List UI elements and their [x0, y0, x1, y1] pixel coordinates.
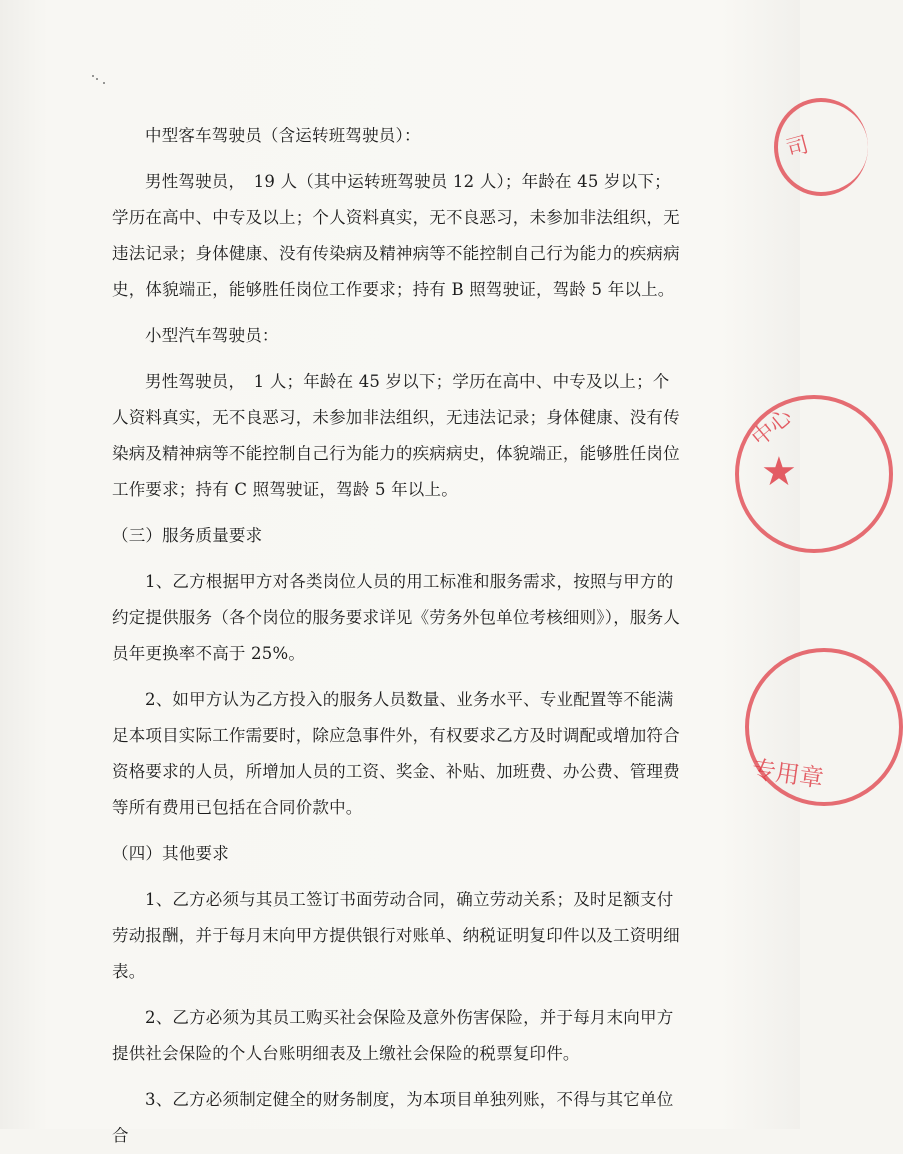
paragraph-service-quality-2: 2、如甲方认为乙方投入的服务人员数量、业务水平、专业配置等不能满足本项目实际工作需要时，除应急事件外，有权要求乙方及时调配或增加符合资格要求的人员，所增加人员的工资、奖金、补贴、加班费、办公费、管理费等所有费用已包括在合同价款中。	[112, 690, 680, 817]
scan-speck	[92, 75, 94, 77]
paragraph-service-quality-1: 1、乙方根据甲方对各类岗位人员的用工标准和服务需求，按照与甲方的约定提供服务（各个岗位的服务要求详见《劳务外包单位考核细则》），服务人员年更换率不高于 25%。	[112, 572, 680, 663]
seal-lower-text: 专用章	[750, 755, 826, 793]
paragraph-small-car-title: 小型汽车驾驶员：	[145, 326, 279, 345]
paragraph-small-car-requirements: 男性驾驶员， 1 人；年龄在 45 岁以下；学历在高中、中专及以上；个人资料真实，无不良恶习，未参加非法组织，无违法记录；身体健康、没有传染病及精神病等不能控制自己行为能力的疾病病史，体貌端正，能够胜任岗位工作要求；持有 C 照驾驶证，驾龄 5 年以上。	[112, 372, 680, 499]
document-body	[112, 118, 682, 1154]
seal-top-edge-text: 司	[783, 132, 812, 163]
paragraph-other-requirements-2: 2、乙方必须为其员工购买社会保险及意外伤害保险，并于每月末向甲方提供社会保险的个人台账明细表及上缴社会保险的税票复印件。	[112, 1008, 674, 1063]
scan-speck	[96, 78, 98, 80]
paragraph-medium-bus-requirements: 男性驾驶员， 19 人（其中运转班驾驶员 12 人）；年龄在 45 岁以下；学历在高中、中专及以上；个人资料真实，无不良恶习，未参加非法组织，无违法记录；身体健康、没有传染病及精神病等不能控制自己行为能力的疾病病史，体貌端正，能够胜任岗位工作要求；持有 B 照驾驶证，驾龄 5 年以上。	[112, 172, 680, 299]
seal-middle-text: 中心	[747, 404, 798, 452]
paragraph-other-requirements-3: 3、乙方必须制定健全的财务制度，为本项目单独列账，不得与其它单位合	[112, 1090, 674, 1145]
seal-top-edge	[774, 98, 868, 196]
scan-speck	[103, 82, 105, 84]
section-heading-service-quality: （三）服务质量要求	[112, 526, 263, 545]
section-heading-other-requirements: （四）其他要求	[112, 844, 229, 863]
paragraph-medium-bus-title: 中型客车驾驶员（含运转班驾驶员）：	[145, 126, 421, 145]
seal-star-icon: ★	[761, 449, 797, 495]
seal-lower	[745, 648, 903, 806]
seal-middle	[735, 395, 893, 553]
paragraph-other-requirements-1: 1、乙方必须与其员工签订书面劳动合同，确立劳动关系；及时足额支付劳动报酬，并于每月末向甲方提供银行对账单、纳税证明复印件以及工资明细表。	[112, 890, 680, 981]
